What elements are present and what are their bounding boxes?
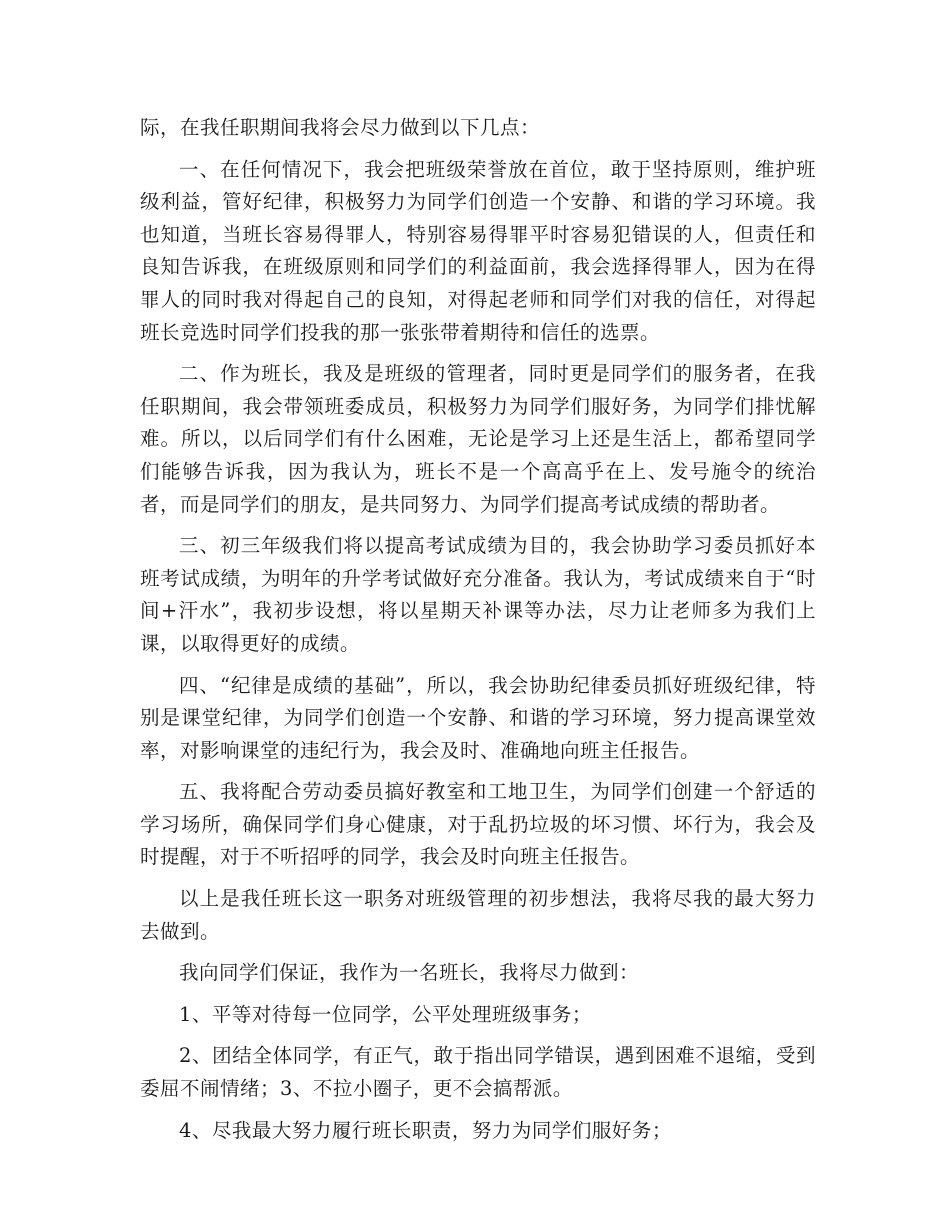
paragraph: 一、在任何情况下，我会把班级荣誉放在首位，敢于坚持原则，维护班级利益，管好纪律，积极努力为同学们创造一个安静、和谐的学习环境。我也知道，当班长容易得罪人，特别容易得罪平时容易犯错误的人，但责任和良知告诉我，在班级原则和同学们的利益面前，我会选择得罪人，因为在得罪人的同时我对得起自己的良知，对得起老师和同学们对我的信任，对得起班长竞选时同学们投我的那一张张带着期待和信任的选票。: [140, 157, 816, 344]
paragraph: 五、我将配合劳动委员搞好教室和工地卫生，为同学们创建一个舒适的学习场所，确保同学们身心健康，对于乱扔垃圾的坏习惯、坏行为，我会及时提醒，对于不听招呼的同学，我会及时向班主任报告。: [140, 780, 816, 869]
paragraph: 三、初三年级我们将以提高考试成绩为目的，我会协助学习委员抓好本班考试成绩，为明年的升学考试做好充分准备。我认为，考试成绩来自于“时间+汗水”，我初步设想，将以星期天补课等办法，尽力让老师多为我们上课，以取得更好的成绩。: [140, 534, 816, 655]
paragraph: 我向同学们保证，我作为一名班长，我将尽力做到：: [179, 961, 640, 985]
paragraph: 2、团结全体同学，有正气，敢于指出同学错误，遇到困难不退缩，受到委屈不闹情绪；3、不拉小圈子，更不会搞帮派。: [140, 1044, 816, 1101]
paragraph: 四、“纪律是成绩的基础”，所以，我会协助纪律委员抓好班级纪律，特别是课堂纪律，为同学们创造一个安静、和谐的学习环境，努力提高课堂效率，对影响课堂的违纪行为，我会及时、准确地向班主任报告。: [140, 673, 816, 762]
paragraph: 4、尽我最大努力履行班长职责，努力为同学们服好务；: [179, 1118, 672, 1142]
document-page: [140, 112, 816, 1156]
paragraph: 际，在我任职期间我将会尽力做到以下几点：: [140, 116, 541, 139]
paragraph: 以上是我任班长这一职务对班级管理的初步想法，我将尽我的最大努力去做到。: [140, 887, 816, 943]
paragraph: 二、作为班长，我及是班级的管理者，同时更是同学们的服务者，在我任职期间，我会带领班委成员，积极努力为同学们服好务，为同学们排忧解难。所以，以后同学们有什么困难，无论是学习上还是生活上，都希望同学们能够告诉我，因为我认为，班长不是一个高高乎在上、发号施令的统治者，而是同学们的朋友，是共同努力、为同学们提高考试成绩的帮助者。: [140, 362, 816, 516]
paragraph: 1、平等对待每一位同学，公平处理班级事务；: [179, 1002, 592, 1026]
